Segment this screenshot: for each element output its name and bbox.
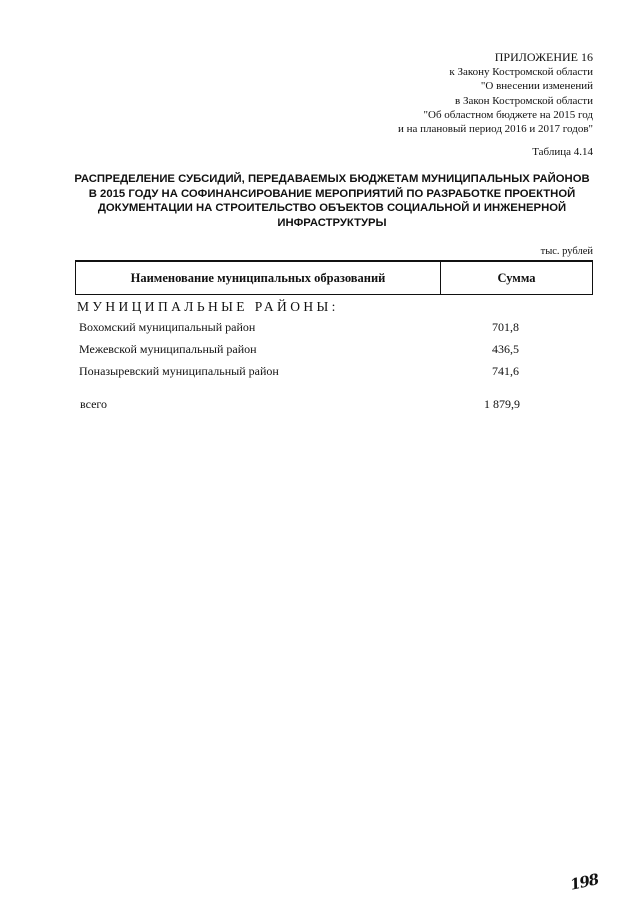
column-header-name: Наименование муниципальных образований	[76, 262, 441, 294]
column-header-sum: Сумма	[497, 270, 536, 285]
appendix-law-ref: к Закону Костромской области	[449, 66, 593, 78]
appendix-number: ПРИЛОЖЕНИЕ 16	[494, 50, 593, 64]
table-number: Таблица 4.14	[532, 146, 593, 158]
row-name: Поназыревский муниципальный район	[79, 364, 279, 378]
document-title: РАСПРЕДЕЛЕНИЕ СУБСИДИЙ, ПЕРЕДАВАЕМЫХ БЮДЖЕТАМ МУНИЦИПАЛЬНЫХ РАЙОНОВ В 2015 ГОДУ НА СОФИНАНСИРОВАНИЕ МЕРОПРИЯТИЙ ПО РАЗРАБОТКЕ ПРОЕКТНОЙ ДОКУМЕНТАЦИИ НА СТРОИТЕЛЬСТВО ОБЪЕКТОВ СОЦИАЛЬНОЙ И ИНЖЕНЕРНОЙ ИНФРАСТРУКТУРЫ	[74, 173, 590, 229]
row-name: Вохомский муниципальный район	[79, 320, 256, 334]
table-row	[79, 364, 519, 380]
appendix-header	[398, 50, 593, 136]
table-row	[79, 342, 519, 358]
appendix-period-ref: и на плановый период 2016 и 2017 годов"	[397, 123, 593, 136]
row-value: 436,5	[492, 342, 519, 356]
total-row	[80, 397, 520, 413]
appendix-budget-ref: "Об областном бюджете на 2015 год	[423, 108, 593, 121]
total-value: 1 879,9	[484, 397, 520, 411]
group-label: МУНИЦИПАЛЬНЫЕ РАЙОНЫ:	[77, 299, 339, 314]
appendix-amendment-ref: "О внесении изменений	[480, 80, 593, 93]
total-label: всего	[80, 397, 108, 411]
table-row	[79, 320, 519, 336]
row-value: 741,6	[492, 364, 519, 378]
appendix-law-ref-2: в Закон Костромской области	[455, 94, 593, 107]
table-header	[75, 260, 593, 295]
units-label: тыс. рублей	[540, 246, 593, 257]
row-value: 701,8	[492, 320, 519, 334]
row-name: Межевской муниципальный район	[79, 342, 257, 356]
page-number: 198	[568, 870, 600, 894]
